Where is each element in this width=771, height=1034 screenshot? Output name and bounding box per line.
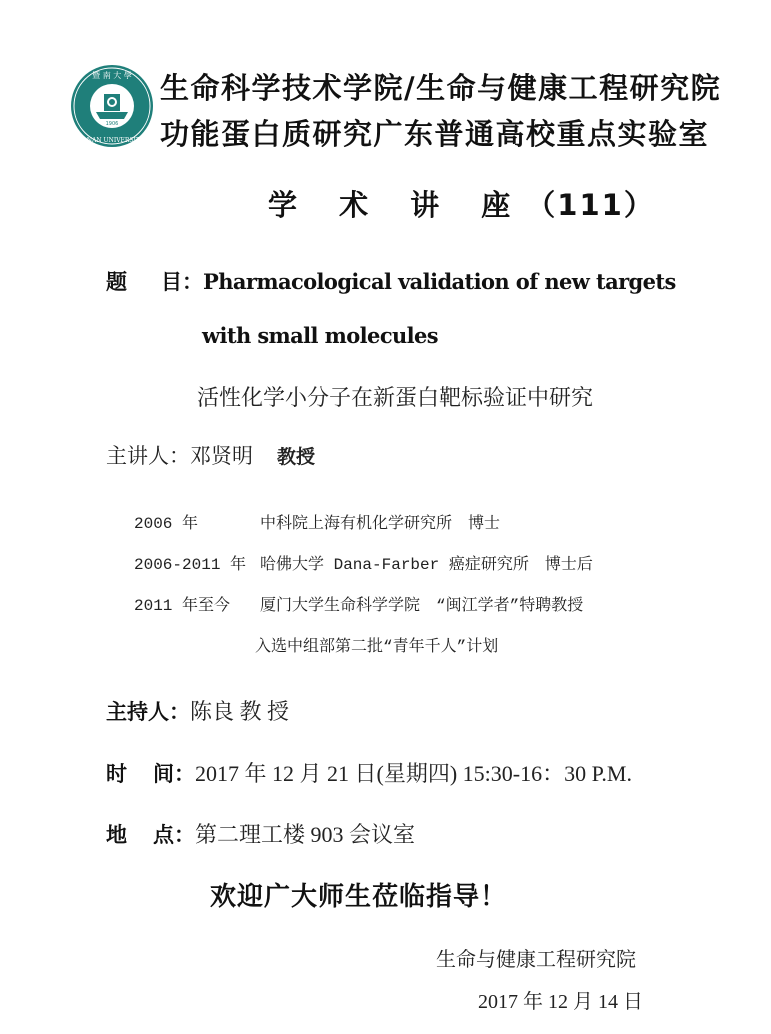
host-label: 主持人：: [106, 700, 190, 724]
topic-en-line-2: with small molecules: [202, 323, 439, 348]
welcome-message: 欢迎广大师生莅临指导！: [210, 882, 508, 912]
bio-text: 哈佛大学 Dana-Farber 癌症研究所 博士后: [260, 556, 593, 574]
topic-label-2: 目：: [161, 270, 203, 294]
bio-text: 入选中组部第二批“青年千人”计划: [255, 638, 499, 656]
time-row: [106, 757, 632, 788]
topic-row: [106, 266, 676, 296]
place-label-2: 点：: [153, 823, 195, 847]
topic-label-1: 题: [106, 270, 127, 294]
signature-org: 生命与健康工程研究院: [436, 949, 636, 971]
time-label-2: 间：: [153, 762, 195, 786]
bio-year: 2006-2011 年: [134, 556, 247, 574]
signature-date: 2017 年 12 月 14 日: [478, 991, 643, 1013]
time-value: 2017 年 12 月 21 日(星期四) 15:30-16：30 P.M.: [195, 761, 632, 786]
speaker-name: 邓贤明: [190, 444, 253, 468]
bio-text: 厦门大学生命科学学院 “闽江学者”特聘教授: [260, 597, 584, 615]
title-main: 学 术 讲 座: [268, 188, 527, 222]
speaker-title: 教授: [277, 446, 316, 468]
place-row: [106, 818, 415, 849]
svg-text:JI NAN UNIVERSITY: JI NAN UNIVERSITY: [80, 137, 144, 144]
page-title: [268, 183, 655, 224]
place-value: 第二理工楼 903 会议室: [195, 822, 416, 847]
university-logo: [70, 64, 154, 148]
host-row: [106, 695, 289, 726]
svg-text:1906: 1906: [105, 121, 119, 127]
header-line-1: 生命科学技术学院/生命与健康工程研究院: [160, 71, 722, 105]
speaker-label: 主讲人：: [106, 444, 190, 468]
place-label-1: 地: [106, 823, 127, 847]
topic-en-line-1: Pharmacological validation of new targets: [203, 269, 676, 294]
title-number: （111）: [526, 188, 655, 222]
host-value: 陈良 教 授: [190, 699, 290, 724]
header-line-2: 功能蛋白质研究广东普通高校重点实验室: [160, 117, 710, 151]
time-label-1: 时: [106, 762, 127, 786]
bio-year: 2011 年至今: [134, 597, 231, 615]
bio-year: 2006 年: [134, 515, 199, 533]
speaker-row: [106, 440, 315, 470]
svg-text:暨 南 大 學: 暨 南 大 學: [92, 71, 132, 80]
topic-cn: 活性化学小分子在新蛋白靶标验证中研究: [197, 386, 594, 411]
bio-text: 中科院上海有机化学研究所 博士: [260, 515, 501, 533]
jinan-university-emblem-icon: [70, 64, 154, 148]
